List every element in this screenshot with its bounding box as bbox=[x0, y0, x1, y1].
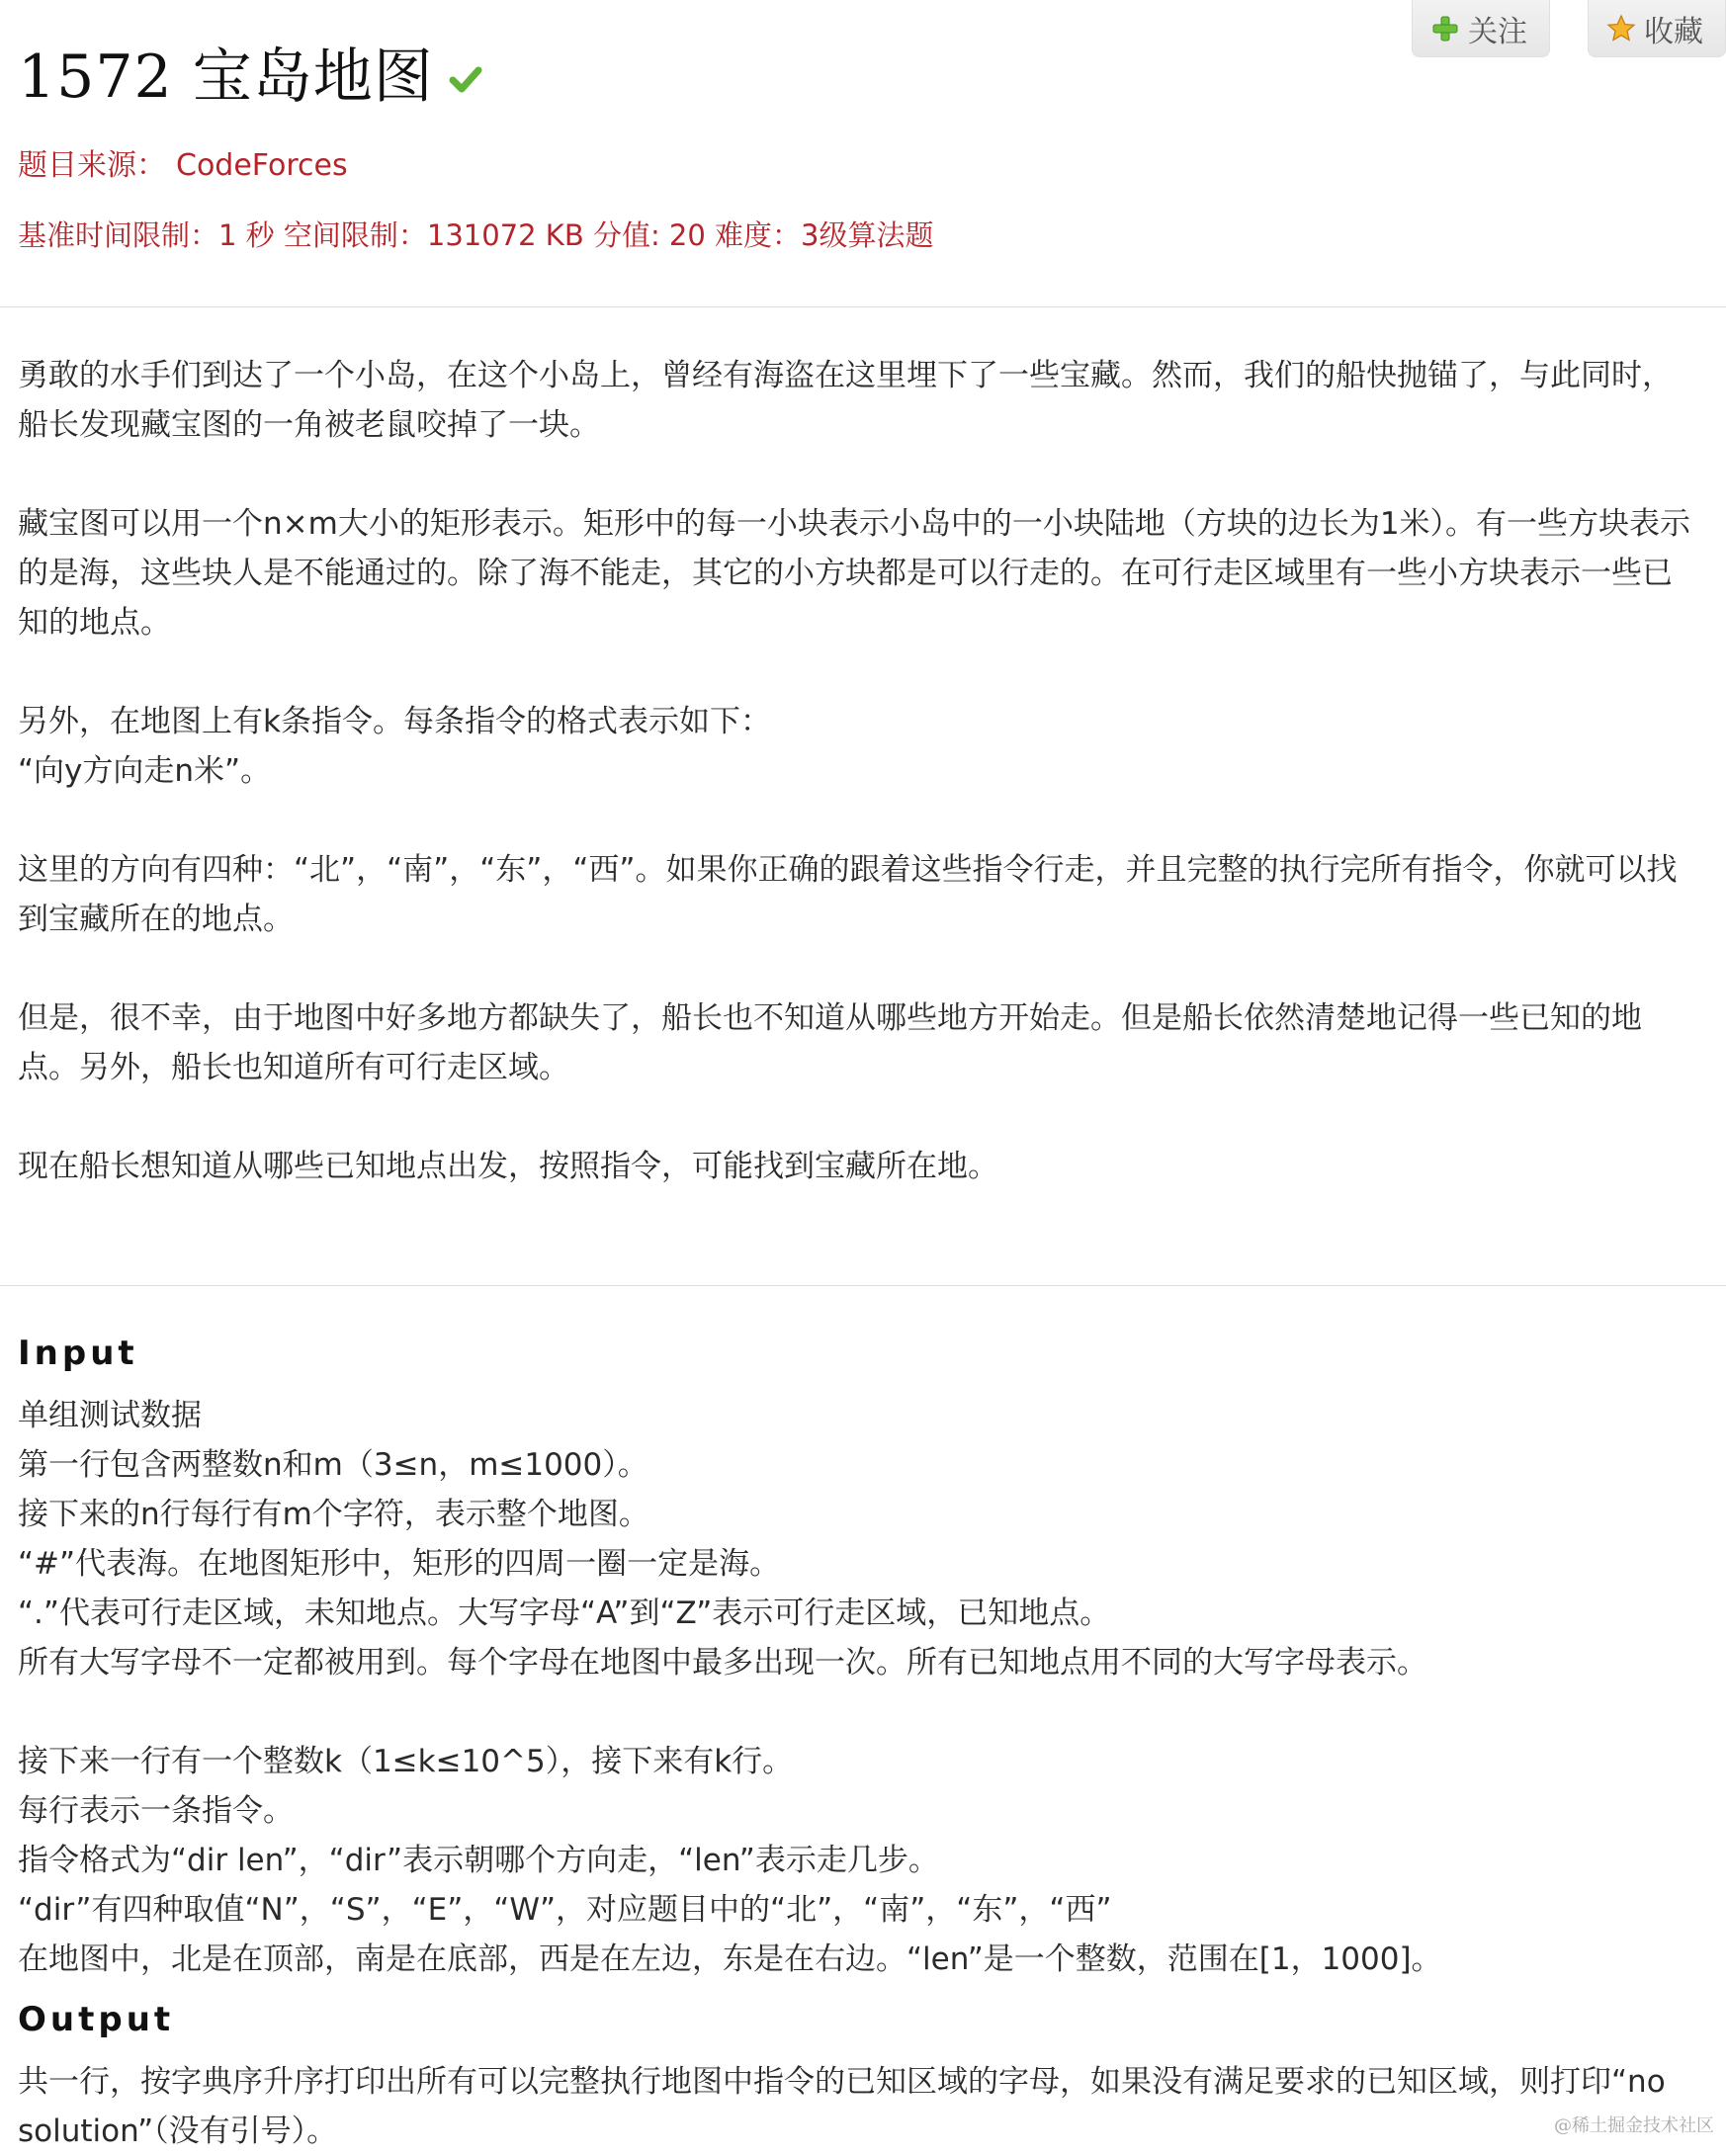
plus-icon bbox=[1430, 14, 1460, 43]
source-link[interactable]: CodeForces bbox=[176, 148, 348, 183]
check-icon bbox=[448, 61, 483, 97]
blank-line bbox=[18, 1687, 1702, 1737]
output-text: 共一行，按字典序升序打印出所有可以完整执行地图中指令的已知区域的字母，如果没有满足要求的已知区域，则打印“no solution”（没有引号）。 bbox=[18, 2064, 1666, 2149]
follow-label: 关注 bbox=[1468, 14, 1527, 49]
top-actions bbox=[1412, 0, 1726, 57]
divider bbox=[0, 1285, 1726, 1286]
input-line: “#”代表海。在地图矩形中，矩形的四周一圈一定是海。 bbox=[18, 1546, 781, 1582]
input-line: “.”代表可行走区域，未知地点。大写字母“A”到“Z”表示可行走区域，已知地点。 bbox=[18, 1595, 1111, 1631]
watermark: @稀土掘金技术社区 bbox=[1554, 2115, 1714, 2136]
favorite-button[interactable] bbox=[1588, 0, 1726, 57]
description-paragraph: 勇敢的水手们到达了一个小岛，在这个小岛上，曾经有海盗在这里埋下了一些宝藏。然而，我们的船快抛锚了，与此同时，船长发现藏宝图的一角被老鼠咬掉了一块。 bbox=[18, 358, 1673, 443]
problem-source bbox=[18, 140, 1726, 184]
input-line: 接下来的n行每行有m个字符，表示整个地图。 bbox=[18, 1497, 649, 1532]
favorite-label: 收藏 bbox=[1644, 14, 1703, 49]
description-paragraph: 这里的方向有四种：“北”，“南”，“东”，“西”。如果你正确的跟着这些指令行走，并且完整的执行完所有指令，你就可以找到宝藏所在的地点。 bbox=[18, 852, 1678, 937]
input-line: 单组测试数据 bbox=[18, 1398, 202, 1433]
problem-description bbox=[0, 307, 1726, 1191]
star-icon bbox=[1606, 14, 1636, 43]
follow-button[interactable] bbox=[1412, 0, 1550, 57]
input-heading: Input bbox=[18, 1334, 138, 1373]
input-line: 指令格式为“dir len”，“dir”表示朝哪个方向走，“len”表示走几步。 bbox=[18, 1843, 939, 1878]
output-heading: Output bbox=[18, 2000, 175, 2039]
description-paragraph: 但是，很不幸，由于地图中好多地方都缺失了，船长也不知道从哪些地方开始走。但是船长依然清楚地记得一些已知的地点。另外，船长也知道所有可行走区域。 bbox=[18, 1000, 1642, 1085]
description-paragraph: 藏宝图可以用一个n×m大小的矩形表示。矩形中的每一小块表示小岛中的一小块陆地（方块的边长为1米）。有一些方块表示的是海，这些块人是不能通过的。除了海不能走，其它的小方块都是可以行走的。在可行走区域里有一些小方块表示一些已知的地点。 bbox=[18, 506, 1691, 641]
input-line: 接下来一行有一个整数k（1≤k≤10^5），接下来有k行。 bbox=[18, 1744, 794, 1779]
input-line: 第一行包含两整数n和m（3≤n，m≤1000）。 bbox=[18, 1447, 648, 1483]
input-description bbox=[0, 1373, 1726, 1984]
input-line: 所有大写字母不一定都被用到。每个字母在地图中最多出现一次。所有已知地点用不同的大写字母表示。 bbox=[18, 1645, 1427, 1681]
input-line: “dir”有四种取值“N”，“S”，“E”，“W”，对应题目中的“北”，“南”，“东”，“西” bbox=[18, 1892, 1112, 1928]
description-paragraph: 现在船长想知道从哪些已知地点出发，按照指令，可能找到宝藏所在地。 bbox=[18, 1149, 998, 1184]
output-description bbox=[0, 2039, 1726, 2156]
problem-limits: 基准时间限制：1 秒 空间限制：131072 KB 分值: 20 难度：3级算法题 bbox=[18, 218, 934, 252]
input-line: 在地图中，北是在顶部，南是在底部，西是在左边，东是在右边。“len”是一个整数，范围在[1，1000]。 bbox=[18, 1941, 1442, 1977]
source-label: 题目来源： bbox=[18, 148, 166, 183]
input-line: 每行表示一条指令。 bbox=[18, 1793, 294, 1829]
description-paragraph: 另外，在地图上有k条指令。每条指令的格式表示如下： “向y方向走n米”。 bbox=[18, 704, 771, 789]
problem-title: 1572 宝岛地图 bbox=[18, 43, 434, 112]
